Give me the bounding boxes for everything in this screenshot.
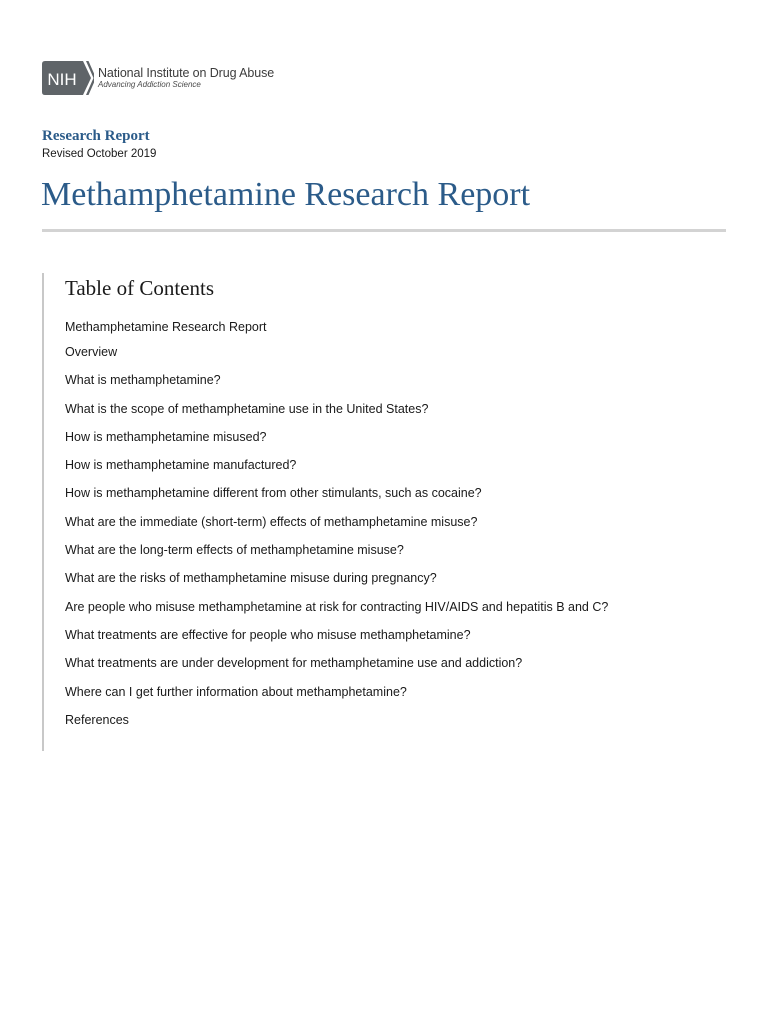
logo-tagline: Advancing Addiction Science (98, 80, 201, 89)
report-type-label: Research Report (42, 128, 150, 144)
toc-item[interactable] (65, 628, 608, 643)
table-of-contents (42, 273, 722, 751)
toc-link[interactable]: What is the scope of methamphetamine use in the United States? (65, 401, 429, 416)
toc-link[interactable]: Where can I get further information about methamphetamine? (65, 684, 407, 699)
toc-link[interactable]: What treatments are under development for methamphetamine use and addiction? (65, 656, 523, 671)
toc-link[interactable]: How is methamphetamine misused? (65, 429, 267, 444)
toc-item[interactable] (65, 430, 608, 445)
toc-item[interactable] (65, 486, 608, 501)
toc-link[interactable]: What treatments are effective for people who misuse methamphetamine? (65, 627, 471, 642)
toc-list (65, 320, 608, 741)
toc-item[interactable] (65, 458, 608, 473)
toc-item[interactable] (65, 543, 608, 558)
toc-item[interactable] (65, 345, 608, 360)
toc-link[interactable]: What is methamphetamine? (65, 373, 221, 388)
toc-item[interactable] (65, 320, 608, 335)
toc-item[interactable] (65, 713, 608, 728)
title-divider (42, 229, 726, 232)
toc-item[interactable] (65, 656, 608, 671)
toc-item[interactable] (65, 685, 608, 700)
toc-link[interactable]: References (65, 712, 129, 727)
toc-item[interactable] (65, 402, 608, 417)
toc-item[interactable] (65, 373, 608, 388)
logo-text (98, 66, 274, 90)
toc-item[interactable] (65, 600, 608, 615)
toc-link[interactable]: What are the risks of methamphetamine misuse during pregnancy? (65, 571, 437, 586)
toc-item[interactable] (65, 515, 608, 530)
toc-link[interactable]: Are people who misuse methamphetamine at risk for contracting HIV/AIDS and hepatitis B and C? (65, 599, 609, 614)
toc-link[interactable]: What are the immediate (short-term) effects of methamphetamine misuse? (65, 514, 478, 529)
logo-institute-name: National Institute on Drug Abuse (98, 66, 275, 80)
nida-logo[interactable] (42, 61, 274, 95)
nih-mark-text: NIH (47, 70, 77, 89)
toc-link[interactable]: How is methamphetamine different from other stimulants, such as cocaine? (65, 486, 482, 501)
toc-heading: Table of Contents (65, 276, 214, 300)
nih-logo-icon (42, 61, 94, 95)
toc-link[interactable]: Overview (65, 345, 118, 359)
toc-link[interactable]: How is methamphetamine manufactured? (65, 458, 297, 473)
toc-link[interactable]: What are the long-term effects of methamphetamine misuse? (65, 543, 404, 558)
toc-link[interactable]: Methamphetamine Research Report (65, 320, 267, 334)
page-title: Methamphetamine Research Report (41, 176, 531, 213)
revised-date: Revised October 2019 (42, 148, 157, 160)
toc-item[interactable] (65, 571, 608, 586)
